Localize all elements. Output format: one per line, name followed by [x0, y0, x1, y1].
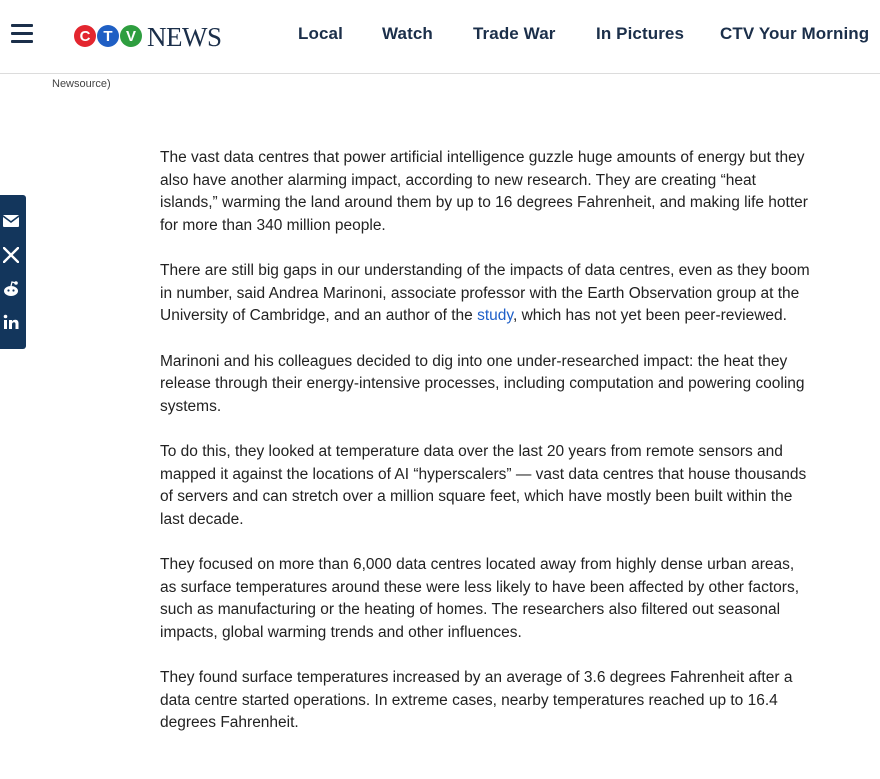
linkedin-icon[interactable] [0, 310, 22, 334]
nav-in-pictures[interactable]: In Pictures [596, 24, 685, 43]
study-link[interactable]: study [477, 307, 513, 324]
article-paragraph-1: The vast data centres that power artificial intelligence guzzle huge amounts of energy but they also have another alarming impact, according to new research. They are creating “heat islands,” warming the land around them by up to 16 degrees Fahrenheit, and making life hotter for more than 340 million people. [160, 149, 808, 234]
paragraph-2-text-before: There are still big gaps in our understanding of the impacts of data centres, even as they boom in number, said Andrea Marinoni, associate professor with the Earth Observation group at the University of Cambridge, and an author of the [160, 262, 810, 324]
reddit-icon[interactable] [0, 277, 22, 301]
article-paragraph-4: To do this, they looked at temperature data over the last 20 years from remote sensors and mapped it against the locations of AI “hyperscalers” — vast data centres that house thousands of servers and can stretch over a million square feet, which have mostly been built within the last decade. [160, 443, 807, 528]
logo-t: T [97, 25, 119, 47]
article-paragraph-6: They found surface temperatures increased by an average of 3.6 degrees Fahrenheit after a data centre started operations. In extreme cases, nearby temperatures reached up to 16.4 degrees Fahrenheit. [160, 669, 793, 731]
article-body [160, 147, 810, 758]
image-caption: Newsource) [52, 78, 111, 90]
email-icon[interactable] [0, 209, 22, 233]
ctv-news-logo[interactable] [74, 20, 222, 52]
menu-icon[interactable] [11, 24, 33, 44]
paragraph-2-text-after: , which has not yet been peer-reviewed. [512, 307, 787, 324]
article-paragraph-3: Marinoni and his colleagues decided to dig into one under-researched impact: the heat they release through their energy-intensive processes, including computation and powering cooling systems. [160, 352, 805, 415]
nav-ctv-your-morning[interactable]: CTV Your Morning [720, 24, 870, 43]
article-paragraph-5: They focused on more than 6,000 data centres located away from highly dense urban areas, as surface temperatures around these were less likely to have been affected by other factors, such as manufacturing or the heating of homes. The researchers also filtered out seasonal impacts, global warming trends and other influences. [160, 556, 800, 641]
nav-watch[interactable]: Watch [382, 24, 433, 43]
logo-v: V [120, 25, 142, 47]
site-header [0, 0, 880, 74]
logo-news: NEWS [147, 21, 222, 52]
article-paragraph-2 [160, 260, 810, 328]
nav-local[interactable]: Local [298, 24, 343, 43]
x-icon[interactable] [0, 243, 22, 267]
logo-c: C [74, 25, 96, 47]
nav-trade-war[interactable]: Trade War [473, 24, 556, 43]
share-bar [0, 195, 26, 349]
